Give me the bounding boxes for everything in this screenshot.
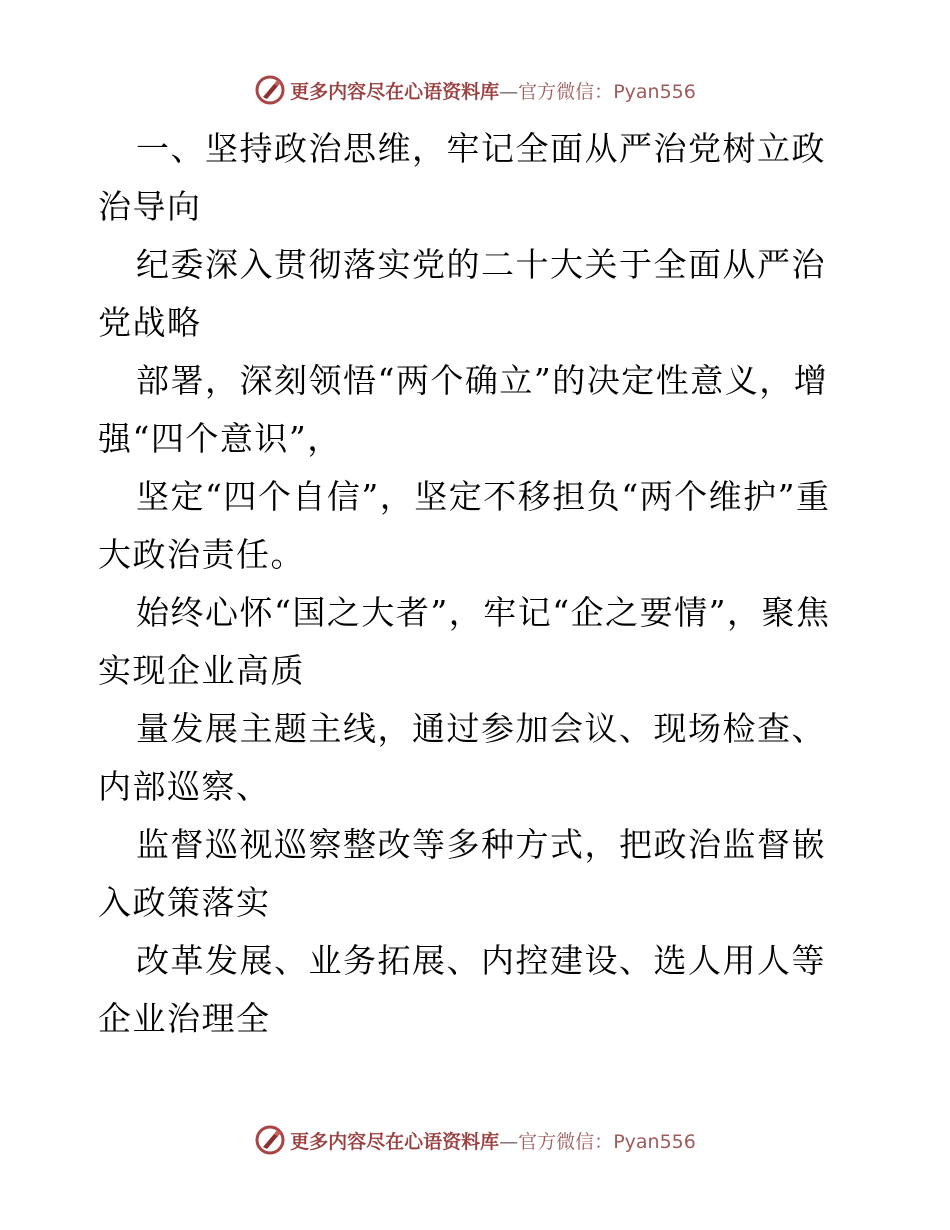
- header-text: [290, 77, 696, 104]
- paragraph-3: 部署，深刻领悟“两个确立”的决定性意义，增强“四个意识”，: [98, 361, 829, 458]
- footer-wechat-label: 官方微信：: [518, 1130, 614, 1153]
- header-wechat-label: 官方微信：: [518, 80, 614, 103]
- pen-logo-icon: [254, 1124, 286, 1156]
- footer-text: [290, 1127, 696, 1154]
- pen-logo-icon: [254, 74, 286, 106]
- paragraph-7: 监督巡视巡察整改等多种方式，把政治监督嵌入政策落实: [98, 825, 826, 922]
- footer-banner: [0, 1120, 950, 1160]
- paragraph-4: 坚定“四个自信”，坚定不移担负“两个维护”重大政治责任。: [98, 477, 831, 574]
- header-banner: [0, 70, 950, 110]
- paragraph-1: 一、坚持政治思维，牢记全面从严治党树立政治导向: [98, 129, 826, 226]
- header-site-text: 更多内容尽在心语资料库: [290, 80, 500, 103]
- header-dash: —: [499, 80, 519, 103]
- paragraph-5: 始终心怀“国之大者”，牢记“企之要情”，聚焦实现企业高质: [98, 593, 831, 690]
- document-body: [98, 120, 858, 1048]
- paragraph-8: 改革发展、业务拓展、内控建设、选人用人等企业治理全: [98, 941, 826, 1038]
- footer-site-text: 更多内容尽在心语资料库: [290, 1130, 500, 1153]
- paragraph-2: 纪委深入贯彻落实党的二十大关于全面从严治党战略: [98, 245, 826, 342]
- footer-dash: —: [499, 1130, 519, 1153]
- header-wechat-id: Pyan556: [613, 80, 696, 103]
- footer-wechat-id: Pyan556: [613, 1130, 696, 1153]
- paragraph-6: 量发展主题主线，通过参加会议、现场检查、内部巡察、: [98, 709, 826, 806]
